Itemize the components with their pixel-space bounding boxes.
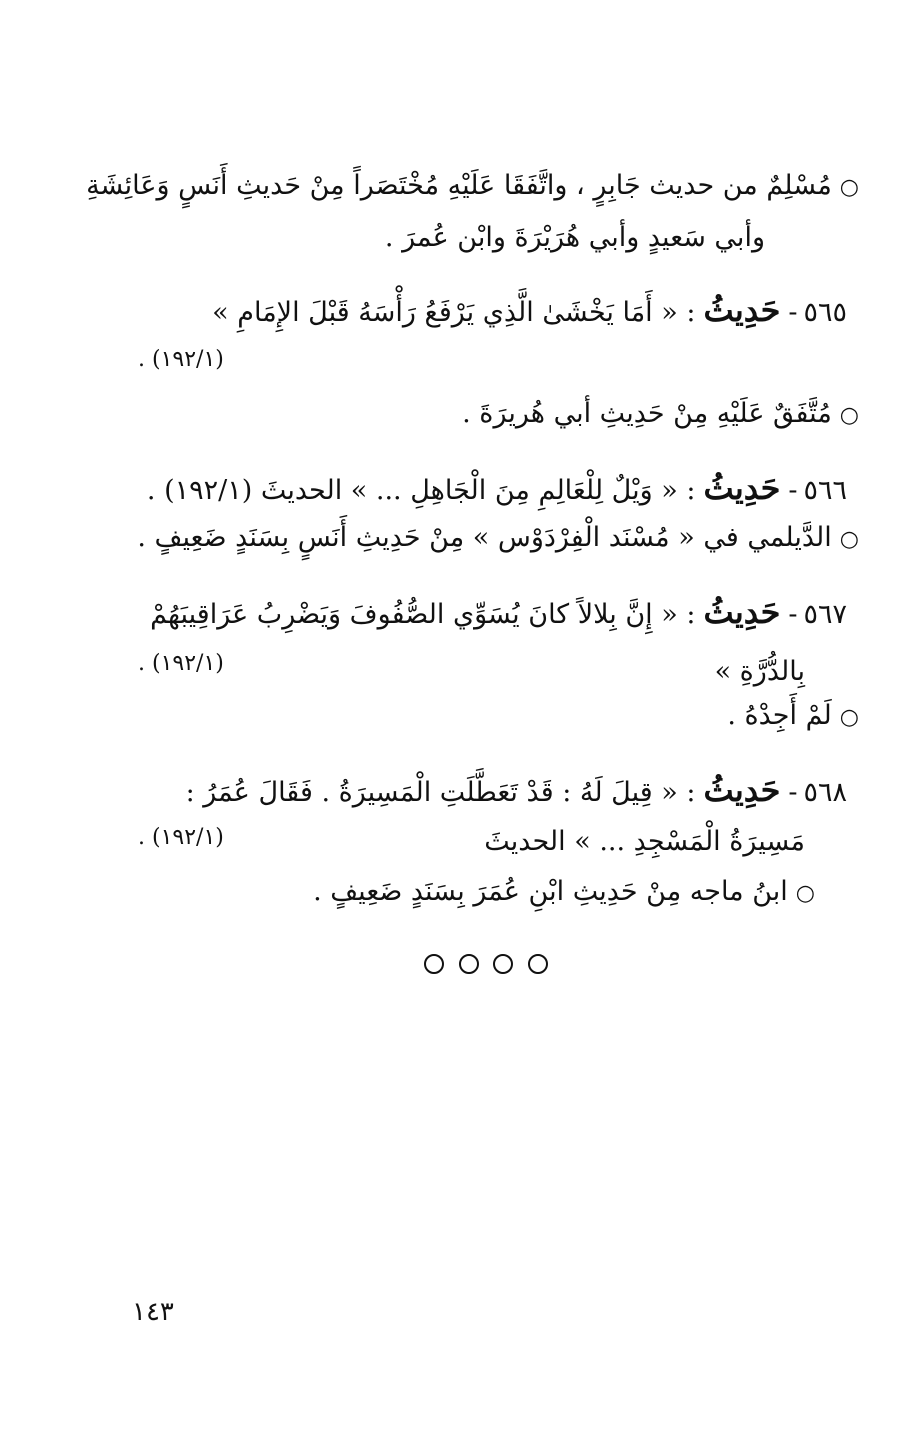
bullet-circle-icon: ○ [795, 881, 815, 906]
bullet-circle-icon: ○ [839, 705, 859, 730]
hadith-text-continuation: مَسِيرَةُ الْمَسْجِدِ ... » الحديثَ [484, 826, 805, 857]
note-line: ○الدَّيلمي في « مُسْنَد الْفِرْدَوْس » مِنْ حَدِيثِ أَنَسٍ بِسَنَدٍ ضَعِيفٍ . [137, 522, 859, 553]
entry-number: ٥٦٨ [803, 777, 847, 808]
note-line-continuation: وأبي سَعيدٍ وأبي هُرَيْرَةَ وابْن عُمرَ . [384, 222, 765, 253]
hadith-text: : « قِيلَ لَهُ : قَدْ تَعَطَّلَتِ الْمَسِيرَةُ . فَقَالَ عُمَرُ : [185, 777, 696, 808]
note-line: ○ابنُ ماجه مِنْ حَدِيثِ ابْنِ عُمَرَ بِسَنَدٍ ضَعِيفٍ . [313, 876, 815, 907]
hadith-text: : « إِنَّ بِلالاً كانَ يُسَوِّي الصُّفُوفَ وَيَضْرِبُ عَرَاقِيبَهُمْ [150, 599, 696, 630]
circle-ornament-icon [493, 954, 513, 974]
hadith-text-continuation: بِالدُّرَّةِ » [714, 656, 805, 687]
entry-number: ٥٦٥ [803, 297, 847, 328]
circle-ornament-icon [459, 954, 479, 974]
hadith-entry: ٥٦٥-حَدِيثُ: « أَمَا يَخْشَىٰ الَّذِي يَرْفَعُ رَأْسَهُ قَبْلَ الإِمَامِ » [212, 291, 847, 329]
hadith-entry: ٥٦٧-حَدِيثُ: « إِنَّ بِلالاً كانَ يُسَوِّي الصُّفُوفَ وَيَضْرِبُ عَرَاقِيبَهُمْ [150, 593, 847, 631]
bullet-circle-icon: ○ [839, 527, 859, 552]
circle-ornament-icon [528, 954, 548, 974]
page-number: ١٤٣ [132, 1297, 174, 1327]
entry-number: ٥٦٧ [803, 599, 847, 630]
note-line: ○لَمْ أَجِدْهُ . [727, 700, 859, 731]
hadith-text: : « وَيْلٌ لِلْعَالِمِ مِنَ الْجَاهِلِ ... » الحديثَ (١٩٢/١) . [146, 475, 696, 506]
reference: (١٩٢/١) . [138, 825, 224, 850]
bullet-circle-icon: ○ [839, 175, 859, 200]
section-divider-ornament [424, 954, 548, 974]
entry-number: ٥٦٦ [803, 475, 847, 506]
reference: (١٩٢/١) . [138, 651, 224, 676]
circle-ornament-icon [424, 954, 444, 974]
hadith-entry: ٥٦٨-حَدِيثُ: « قِيلَ لَهُ : قَدْ تَعَطَّلَتِ الْمَسِيرَةُ . فَقَالَ عُمَرُ : [185, 771, 847, 809]
hadith-text: : « أَمَا يَخْشَىٰ الَّذِي يَرْفَعُ رَأْسَهُ قَبْلَ الإِمَامِ » [212, 297, 696, 328]
hadith-label: حَدِيثُ [703, 469, 781, 507]
note-line: ○مُتَّفَقٌ عَلَيْهِ مِنْ حَدِيثِ أبي هُريرَةَ . [462, 398, 859, 429]
hadith-label: حَدِيثُ [703, 771, 781, 809]
bullet-circle-icon: ○ [839, 403, 859, 428]
hadith-label: حَدِيثُ [703, 593, 781, 631]
hadith-entry: ٥٦٦-حَدِيثُ: « وَيْلٌ لِلْعَالِمِ مِنَ الْجَاهِلِ ... » الحديثَ (١٩٢/١) . [146, 469, 847, 507]
reference: (١٩٢/١) . [138, 347, 224, 372]
note-line: ○مُسْلِمٌ من حديث جَابِرٍ ، واتَّفَقَا عَلَيْهِ مُخْتَصَراً مِنْ حَديثِ أَنَسٍ وَعَائِشَةِ [86, 170, 859, 201]
hadith-label: حَدِيثُ [703, 291, 781, 329]
